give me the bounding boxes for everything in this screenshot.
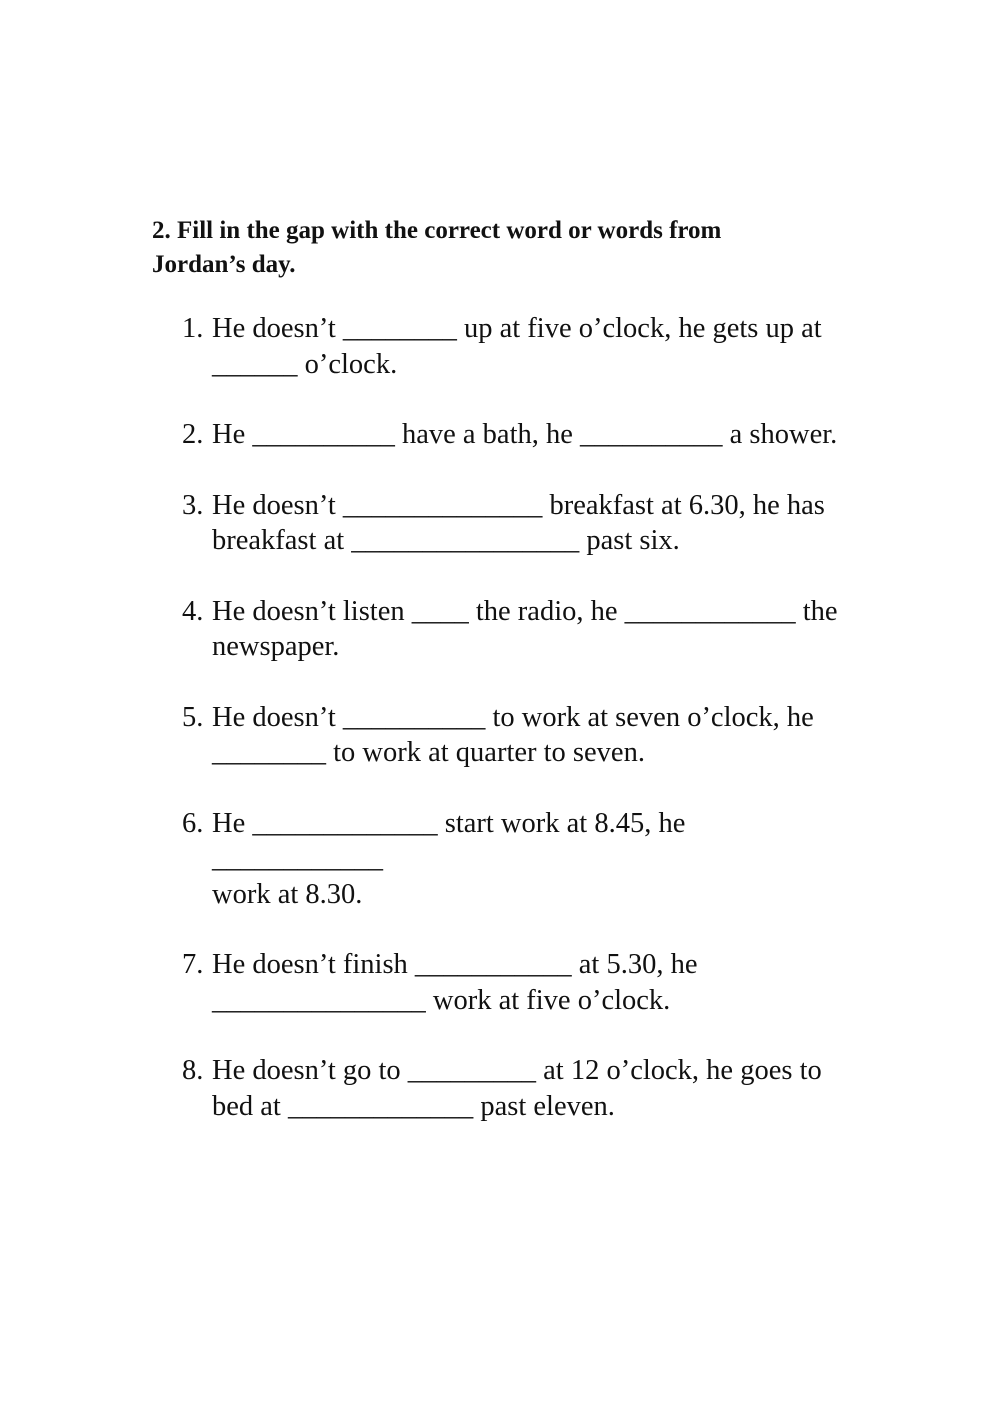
question-line-1: He doesn’t __________ to work at seven o’clock, he (212, 701, 814, 733)
question-number: 7. (182, 949, 204, 980)
question-number: 8. (182, 1055, 204, 1086)
question-item-8 (182, 1053, 862, 1124)
question-line-2: ______ o’clock. (212, 348, 398, 380)
exercise-heading (152, 214, 852, 282)
question-number: 5. (182, 701, 204, 733)
question-item-3 (182, 488, 862, 559)
question-line-2: work at 8.30. (212, 878, 363, 910)
question-line-1: He doesn’t listen ____ the radio, he ____________ the (212, 595, 838, 627)
question-item-5 (182, 700, 862, 771)
question-item-1 (182, 311, 862, 382)
question-line-2: _______________ work at five o’clock. (212, 984, 671, 1016)
question-item-4 (182, 594, 862, 665)
question-line-1: He _____________ start work at 8.45, he ____________ (212, 807, 693, 874)
question-line-2: bed at _____________ past eleven. (212, 1090, 615, 1122)
heading-line-2: Jordan’s day. (152, 251, 296, 278)
question-line-2: breakfast at ________________ past six. (212, 525, 680, 556)
question-line-2: newspaper. (212, 631, 340, 662)
heading-line-1: 2. Fill in the gap with the correct word or words from (152, 217, 722, 244)
question-line-1: He doesn’t finish ___________ at 5.30, he (212, 949, 698, 980)
question-number: 4. (182, 595, 204, 627)
question-line-1: He doesn’t ________ up at five o’clock, he gets up at (212, 313, 822, 344)
question-line-1: He doesn’t ______________ breakfast at 6.30, he has (212, 489, 825, 521)
question-line-2: ________ to work at quarter to seven. (212, 737, 645, 768)
question-number: 2. (182, 419, 204, 450)
question-line-1: He doesn’t go to _________ at 12 o’clock, he goes to (212, 1055, 822, 1086)
question-number: 6. (182, 807, 204, 839)
question-item-6 (182, 806, 862, 913)
question-item-7 (182, 947, 862, 1018)
question-line-1: He __________ have a bath, he __________ a shower. (212, 419, 838, 450)
question-number: 1. (182, 313, 204, 344)
question-list (182, 311, 862, 1159)
question-item-2 (182, 417, 862, 453)
question-number: 3. (182, 489, 204, 521)
